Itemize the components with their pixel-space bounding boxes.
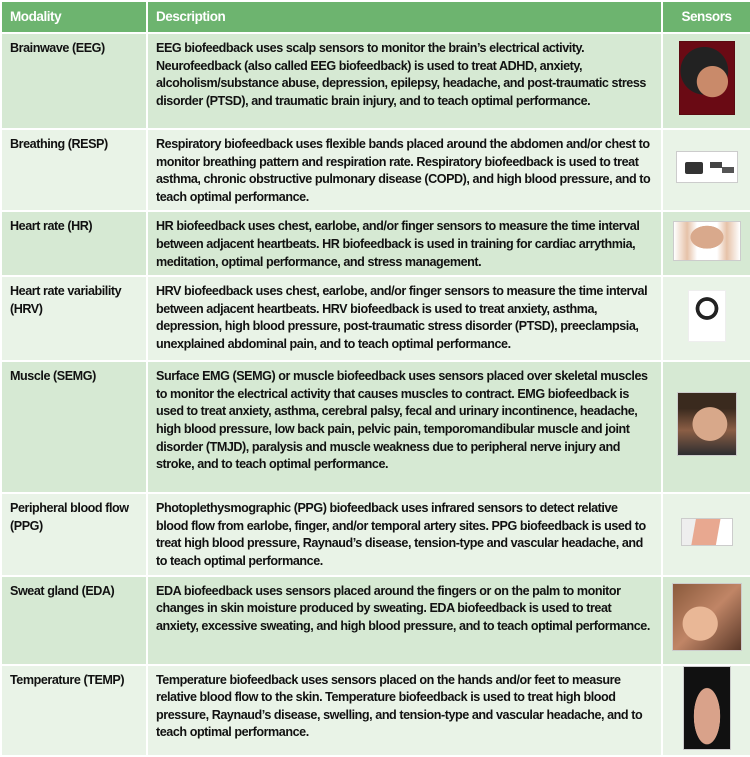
hr-sensors-photo: [673, 221, 741, 261]
description-cell: Photoplethysmographic (PPG) biofeedback uses infrared sensors to detect relative blood flow from earlobe, finger, and/or temporal artery sites. PPG biofeedback is used to treat high blood pressure, Raynaud’s disease, tension-type and vascular headache, and to teach optimal performance.: [147, 493, 662, 575]
table-row: [1, 576, 750, 665]
modality-cell: Heart rate (HR): [1, 211, 147, 276]
header-modality: Modality: [1, 1, 147, 33]
description-cell: Surface EMG (SEMG) or muscle biofeedback uses sensors placed over skeletal muscles to monitor the electrical activity that causes muscles to contract. EMG biofeedback is used to treat anxiety, asthma, cerebral palsy, fecal and urinary incontinence, headache, high blood pressure, low back pain, pelvic pain, temporomandibular muscle and joint disorder (TMJD), paralysis and muscle weakness due to peripheral nerve injury and stroke, and to teach optimal performance.: [147, 361, 662, 493]
temp-hand-sensor-photo: [683, 666, 731, 750]
modality-cell: Temperature (TEMP): [1, 665, 147, 757]
table-row: [1, 276, 750, 361]
semg-sensor-photo: [677, 392, 737, 456]
modality-cell: Heart rate variability (HRV): [1, 276, 147, 361]
respiration-band-photo: [676, 151, 738, 183]
description-cell: EDA biofeedback uses sensors placed around the fingers or on the palm to monitor changes in skin moisture produced by sweating. EDA biofeedback is used to treat anxiety, excessive sweating, and high blood pressure, and to teach optimal performance.: [147, 576, 662, 665]
eeg-cap-photo: [679, 41, 735, 115]
description-cell: HRV biofeedback uses chest, earlobe, and/or finger sensors to measure the time interval between adjacent heartbeats. HRV biofeedback is used to treat anxiety, asthma, depression, high blood pressure, post-traumatic stress disorder (PTSD), preeclampsia, unexplained abdominal pain, and to teach optimal performance.: [147, 276, 662, 361]
hrv-sensor-photo: [688, 290, 726, 342]
modality-cell: Sweat gland (EDA): [1, 576, 147, 665]
modality-cell: Muscle (SEMG): [1, 361, 147, 493]
ppg-finger-sensor-photo: [681, 518, 733, 546]
table-row: [1, 493, 750, 575]
description-cell: Temperature biofeedback uses sensors placed on the hands and/or feet to measure relative blood flow to the skin. Temperature biofeedback is used to treat high blood pressure, Raynaud’s disease, swelling, and tension-type and vascular headache, and to teach optimal performance.: [147, 665, 662, 757]
table-row: [1, 665, 750, 757]
header-sensors: Sensors: [662, 1, 750, 33]
eda-finger-sensor-photo: [672, 583, 742, 651]
table-row: [1, 361, 750, 493]
description-cell: EEG biofeedback uses scalp sensors to monitor the brain’s electrical activity. Neurofeedback (also called EEG biofeedback) is used to treat ADHD, anxiety, alcoholism/substance abuse, depression, epilepsy, headache, and post-traumatic stress disorder (PTSD), and traumatic brain injury, and to teach optimal performance.: [147, 33, 662, 129]
header-row: [1, 1, 750, 33]
table-row: [1, 129, 750, 211]
modality-cell: Peripheral blood flow (PPG): [1, 493, 147, 575]
description-cell: HR biofeedback uses chest, earlobe, and/or finger sensors to measure the time interval between adjacent heartbeats. HR biofeedback is used in training for cardiac arrythmia, meditation, optimal performance, and stress management.: [147, 211, 662, 276]
table-row: [1, 33, 750, 129]
modality-cell: Brainwave (EEG): [1, 33, 147, 129]
description-cell: Respiratory biofeedback uses flexible bands placed around the abdomen and/or chest to monitor breathing pattern and respiration rate. Respiratory biofeedback is used to treat asthma, chronic obstructive pulmonary disease (COPD), and high blood pressure, and to teach optimal performance.: [147, 129, 662, 211]
modality-cell: Breathing (RESP): [1, 129, 147, 211]
header-description: Description: [147, 1, 662, 33]
table-row: [1, 211, 750, 276]
